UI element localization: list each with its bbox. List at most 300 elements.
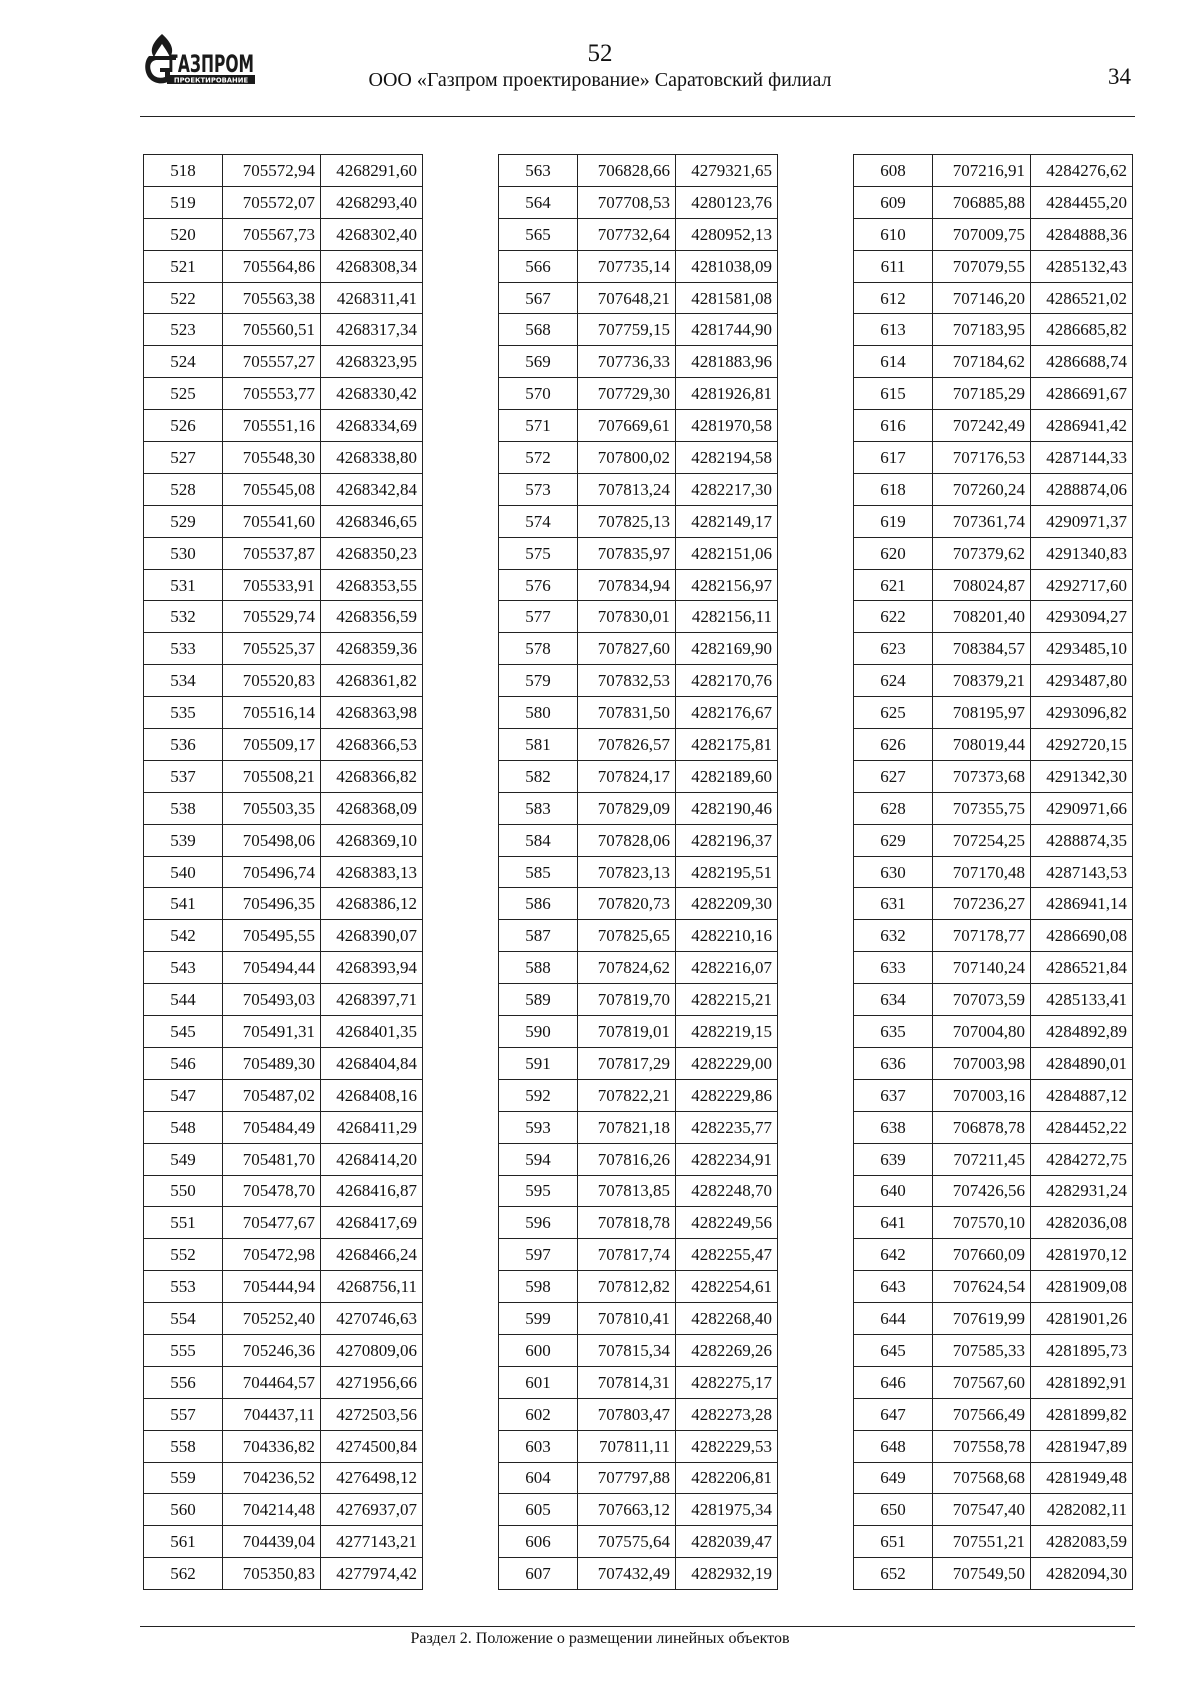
y-coordinate-cell: 4282932,19 xyxy=(676,1558,778,1590)
y-coordinate-cell: 4268338,80 xyxy=(321,442,423,474)
point-number-cell: 564 xyxy=(499,186,578,218)
x-coordinate-cell: 707624,54 xyxy=(933,1271,1031,1303)
x-coordinate-cell: 705489,30 xyxy=(223,1047,321,1079)
point-number-cell: 628 xyxy=(854,792,933,824)
table-row xyxy=(499,760,778,792)
y-coordinate-cell: 4282149,17 xyxy=(676,505,778,537)
table-row xyxy=(854,729,1133,761)
table-row xyxy=(854,1079,1133,1111)
point-number-cell: 581 xyxy=(499,729,578,761)
table-row xyxy=(144,346,423,378)
y-coordinate-cell: 4282190,46 xyxy=(676,792,778,824)
table-row xyxy=(854,1016,1133,1048)
table-row xyxy=(144,155,423,187)
point-number-cell: 538 xyxy=(144,792,223,824)
y-coordinate-cell: 4288874,06 xyxy=(1031,473,1133,505)
x-coordinate-cell: 707183,95 xyxy=(933,314,1031,346)
point-number-cell: 614 xyxy=(854,346,933,378)
point-number-cell: 573 xyxy=(499,473,578,505)
table-row xyxy=(144,888,423,920)
y-coordinate-cell: 4284887,12 xyxy=(1031,1079,1133,1111)
point-number-cell: 638 xyxy=(854,1111,933,1143)
table-row xyxy=(144,282,423,314)
y-coordinate-cell: 4281581,08 xyxy=(676,282,778,314)
point-number-cell: 539 xyxy=(144,824,223,856)
table-row xyxy=(854,537,1133,569)
table-row xyxy=(144,1430,423,1462)
table-row xyxy=(499,824,778,856)
table-row xyxy=(144,1111,423,1143)
y-coordinate-cell: 4268386,12 xyxy=(321,888,423,920)
point-number-cell: 563 xyxy=(499,155,578,187)
point-number-cell: 645 xyxy=(854,1334,933,1366)
point-number-cell: 570 xyxy=(499,378,578,410)
y-coordinate-cell: 4281883,96 xyxy=(676,346,778,378)
table-row xyxy=(144,1271,423,1303)
y-coordinate-cell: 4282254,61 xyxy=(676,1271,778,1303)
table-row xyxy=(144,537,423,569)
x-coordinate-cell: 707073,59 xyxy=(933,984,1031,1016)
y-coordinate-cell: 4282216,07 xyxy=(676,952,778,984)
table-row xyxy=(144,856,423,888)
x-coordinate-cell: 706878,78 xyxy=(933,1111,1031,1143)
y-coordinate-cell: 4284272,75 xyxy=(1031,1143,1133,1175)
table-row xyxy=(144,1016,423,1048)
point-number-cell: 629 xyxy=(854,824,933,856)
y-coordinate-cell: 4292720,15 xyxy=(1031,729,1133,761)
table-row xyxy=(854,856,1133,888)
table-row xyxy=(499,1334,778,1366)
point-number-cell: 520 xyxy=(144,218,223,250)
x-coordinate-cell: 707828,06 xyxy=(578,824,676,856)
x-coordinate-cell: 705553,77 xyxy=(223,378,321,410)
y-coordinate-cell: 4286691,67 xyxy=(1031,378,1133,410)
y-coordinate-cell: 4281744,90 xyxy=(676,314,778,346)
x-coordinate-cell: 704464,57 xyxy=(223,1366,321,1398)
x-coordinate-cell: 705495,55 xyxy=(223,920,321,952)
x-coordinate-cell: 707827,60 xyxy=(578,633,676,665)
table-row xyxy=(854,920,1133,952)
point-number-cell: 644 xyxy=(854,1303,933,1335)
point-number-cell: 590 xyxy=(499,1016,578,1048)
x-coordinate-cell: 707813,24 xyxy=(578,473,676,505)
table-row xyxy=(144,410,423,442)
table-row xyxy=(854,378,1133,410)
table-row xyxy=(854,314,1133,346)
table-row xyxy=(854,952,1133,984)
y-coordinate-cell: 4285132,43 xyxy=(1031,250,1133,282)
table-row xyxy=(144,1462,423,1494)
point-number-cell: 575 xyxy=(499,537,578,569)
point-number-cell: 580 xyxy=(499,697,578,729)
y-coordinate-cell: 4285133,41 xyxy=(1031,984,1133,1016)
y-coordinate-cell: 4281947,89 xyxy=(1031,1430,1133,1462)
x-coordinate-cell: 705498,06 xyxy=(223,824,321,856)
table-row xyxy=(499,282,778,314)
y-coordinate-cell: 4280952,13 xyxy=(676,218,778,250)
table-row xyxy=(854,824,1133,856)
point-number-cell: 632 xyxy=(854,920,933,952)
table-row xyxy=(499,505,778,537)
table-row xyxy=(499,1558,778,1590)
y-coordinate-cell: 4268368,09 xyxy=(321,792,423,824)
x-coordinate-cell: 705477,67 xyxy=(223,1207,321,1239)
table-row xyxy=(499,792,778,824)
y-coordinate-cell: 4282269,26 xyxy=(676,1334,778,1366)
y-coordinate-cell: 4268359,36 xyxy=(321,633,423,665)
table-row xyxy=(499,1143,778,1175)
point-number-cell: 616 xyxy=(854,410,933,442)
y-coordinate-cell: 4274500,84 xyxy=(321,1430,423,1462)
x-coordinate-cell: 704236,52 xyxy=(223,1462,321,1494)
x-coordinate-cell: 707816,26 xyxy=(578,1143,676,1175)
y-coordinate-cell: 4268323,95 xyxy=(321,346,423,378)
point-number-cell: 619 xyxy=(854,505,933,537)
table-row xyxy=(144,1175,423,1207)
x-coordinate-cell: 707140,24 xyxy=(933,952,1031,984)
point-number-cell: 607 xyxy=(499,1558,578,1590)
table-row xyxy=(144,1079,423,1111)
table-row xyxy=(499,1303,778,1335)
point-number-cell: 648 xyxy=(854,1430,933,1462)
table-row xyxy=(854,665,1133,697)
point-number-cell: 652 xyxy=(854,1558,933,1590)
table-row xyxy=(499,186,778,218)
point-number-cell: 536 xyxy=(144,729,223,761)
table-row xyxy=(144,952,423,984)
table-row xyxy=(854,1494,1133,1526)
y-coordinate-cell: 4282210,16 xyxy=(676,920,778,952)
y-coordinate-cell: 4268466,24 xyxy=(321,1239,423,1271)
company-title: ООО «Газпром проектирование» Саратовский филиал xyxy=(368,69,832,91)
point-number-cell: 555 xyxy=(144,1334,223,1366)
point-number-cell: 611 xyxy=(854,250,933,282)
y-coordinate-cell: 4284452,22 xyxy=(1031,1111,1133,1143)
table-row xyxy=(854,1047,1133,1079)
y-coordinate-cell: 4268397,71 xyxy=(321,984,423,1016)
x-coordinate-cell: 707810,41 xyxy=(578,1303,676,1335)
point-number-cell: 613 xyxy=(854,314,933,346)
table-row xyxy=(854,1366,1133,1398)
x-coordinate-cell: 707811,11 xyxy=(578,1430,676,1462)
y-coordinate-cell: 4282175,81 xyxy=(676,729,778,761)
x-coordinate-cell: 707823,13 xyxy=(578,856,676,888)
point-number-cell: 577 xyxy=(499,601,578,633)
table-row xyxy=(854,1398,1133,1430)
x-coordinate-cell: 708195,97 xyxy=(933,697,1031,729)
x-coordinate-cell: 707803,47 xyxy=(578,1398,676,1430)
y-coordinate-cell: 4268401,35 xyxy=(321,1016,423,1048)
x-coordinate-cell: 705520,83 xyxy=(223,665,321,697)
point-number-cell: 546 xyxy=(144,1047,223,1079)
logo-subtitle: ПРОЕКТИРОВАНИЕ xyxy=(173,76,249,85)
y-coordinate-cell: 4293487,80 xyxy=(1031,665,1133,697)
point-number-cell: 642 xyxy=(854,1239,933,1271)
point-number-cell: 625 xyxy=(854,697,933,729)
table-row xyxy=(499,1462,778,1494)
point-number-cell: 561 xyxy=(144,1526,223,1558)
point-number-cell: 621 xyxy=(854,569,933,601)
y-coordinate-cell: 4282217,30 xyxy=(676,473,778,505)
point-number-cell: 582 xyxy=(499,760,578,792)
y-coordinate-cell: 4282169,90 xyxy=(676,633,778,665)
y-coordinate-cell: 4282248,70 xyxy=(676,1175,778,1207)
x-coordinate-cell: 707003,98 xyxy=(933,1047,1031,1079)
point-number-cell: 583 xyxy=(499,792,578,824)
x-coordinate-cell: 707735,14 xyxy=(578,250,676,282)
y-coordinate-cell: 4282176,67 xyxy=(676,697,778,729)
x-coordinate-cell: 707759,15 xyxy=(578,314,676,346)
point-number-cell: 646 xyxy=(854,1366,933,1398)
x-coordinate-cell: 708201,40 xyxy=(933,601,1031,633)
x-coordinate-cell: 707570,10 xyxy=(933,1207,1031,1239)
y-coordinate-cell: 4281895,73 xyxy=(1031,1334,1133,1366)
y-coordinate-cell: 4282156,97 xyxy=(676,569,778,601)
x-coordinate-cell: 707669,61 xyxy=(578,410,676,442)
y-coordinate-cell: 4268393,94 xyxy=(321,952,423,984)
table-row xyxy=(499,888,778,920)
table-row xyxy=(144,1558,423,1590)
table-row xyxy=(499,218,778,250)
x-coordinate-cell: 707825,65 xyxy=(578,920,676,952)
point-number-cell: 594 xyxy=(499,1143,578,1175)
sheet-number: 34 xyxy=(1108,64,1131,89)
table-row xyxy=(854,1334,1133,1366)
y-coordinate-cell: 4268291,60 xyxy=(321,155,423,187)
y-coordinate-cell: 4282196,37 xyxy=(676,824,778,856)
x-coordinate-cell: 705350,83 xyxy=(223,1558,321,1590)
x-coordinate-cell: 705484,49 xyxy=(223,1111,321,1143)
y-coordinate-cell: 4282234,91 xyxy=(676,1143,778,1175)
x-coordinate-cell: 707824,62 xyxy=(578,952,676,984)
point-number-cell: 533 xyxy=(144,633,223,665)
table-row xyxy=(144,1047,423,1079)
x-coordinate-cell: 707379,62 xyxy=(933,537,1031,569)
point-number-cell: 608 xyxy=(854,155,933,187)
x-coordinate-cell: 707800,02 xyxy=(578,442,676,474)
table-row xyxy=(854,760,1133,792)
x-coordinate-cell: 705557,27 xyxy=(223,346,321,378)
table-row xyxy=(144,984,423,1016)
point-number-cell: 556 xyxy=(144,1366,223,1398)
x-coordinate-cell: 704437,11 xyxy=(223,1398,321,1430)
table-row xyxy=(854,1239,1133,1271)
point-number-cell: 631 xyxy=(854,888,933,920)
x-coordinate-cell: 707736,33 xyxy=(578,346,676,378)
point-number-cell: 549 xyxy=(144,1143,223,1175)
point-number-cell: 558 xyxy=(144,1430,223,1462)
y-coordinate-cell: 4268346,65 xyxy=(321,505,423,537)
table-row xyxy=(499,856,778,888)
point-number-cell: 618 xyxy=(854,473,933,505)
point-number-cell: 624 xyxy=(854,665,933,697)
x-coordinate-cell: 707432,49 xyxy=(578,1558,676,1590)
y-coordinate-cell: 4270809,06 xyxy=(321,1334,423,1366)
point-number-cell: 637 xyxy=(854,1079,933,1111)
y-coordinate-cell: 4268390,07 xyxy=(321,920,423,952)
point-number-cell: 543 xyxy=(144,952,223,984)
y-coordinate-cell: 4282195,51 xyxy=(676,856,778,888)
x-coordinate-cell: 705481,70 xyxy=(223,1143,321,1175)
table-row xyxy=(854,1207,1133,1239)
x-coordinate-cell: 707585,33 xyxy=(933,1334,1031,1366)
x-coordinate-cell: 705533,91 xyxy=(223,569,321,601)
table-row xyxy=(144,442,423,474)
table-row xyxy=(499,1526,778,1558)
table-row xyxy=(144,1207,423,1239)
y-coordinate-cell: 4282039,47 xyxy=(676,1526,778,1558)
point-number-cell: 521 xyxy=(144,250,223,282)
point-number-cell: 518 xyxy=(144,155,223,187)
y-coordinate-cell: 4282209,30 xyxy=(676,888,778,920)
point-number-cell: 571 xyxy=(499,410,578,442)
table-row xyxy=(499,473,778,505)
y-coordinate-cell: 4268353,55 xyxy=(321,569,423,601)
x-coordinate-cell: 707185,29 xyxy=(933,378,1031,410)
y-coordinate-cell: 4268308,34 xyxy=(321,250,423,282)
point-number-cell: 568 xyxy=(499,314,578,346)
table-row xyxy=(854,792,1133,824)
x-coordinate-cell: 705537,87 xyxy=(223,537,321,569)
table-row xyxy=(144,186,423,218)
table-row xyxy=(144,729,423,761)
y-coordinate-cell: 4293485,10 xyxy=(1031,633,1133,665)
table-row xyxy=(499,569,778,601)
x-coordinate-cell: 705503,35 xyxy=(223,792,321,824)
table-row xyxy=(854,442,1133,474)
table-row xyxy=(854,282,1133,314)
table-row xyxy=(854,473,1133,505)
x-coordinate-cell: 707547,40 xyxy=(933,1494,1031,1526)
point-number-cell: 544 xyxy=(144,984,223,1016)
x-coordinate-cell: 705525,37 xyxy=(223,633,321,665)
point-number-cell: 610 xyxy=(854,218,933,250)
point-number-cell: 598 xyxy=(499,1271,578,1303)
point-number-cell: 620 xyxy=(854,537,933,569)
y-coordinate-cell: 4282083,59 xyxy=(1031,1526,1133,1558)
y-coordinate-cell: 4272503,56 xyxy=(321,1398,423,1430)
point-number-cell: 551 xyxy=(144,1207,223,1239)
y-coordinate-cell: 4268366,53 xyxy=(321,729,423,761)
footer-divider xyxy=(140,1626,1135,1627)
x-coordinate-cell: 707832,53 xyxy=(578,665,676,697)
table-row xyxy=(144,218,423,250)
table-row xyxy=(144,1239,423,1271)
point-number-cell: 548 xyxy=(144,1111,223,1143)
table-row xyxy=(854,601,1133,633)
point-number-cell: 585 xyxy=(499,856,578,888)
point-number-cell: 562 xyxy=(144,1558,223,1590)
y-coordinate-cell: 4287143,53 xyxy=(1031,856,1133,888)
x-coordinate-cell: 708384,57 xyxy=(933,633,1031,665)
x-coordinate-cell: 706828,66 xyxy=(578,155,676,187)
table-row xyxy=(144,1303,423,1335)
table-row xyxy=(144,665,423,697)
point-number-cell: 578 xyxy=(499,633,578,665)
x-coordinate-cell: 707551,21 xyxy=(933,1526,1031,1558)
table-row xyxy=(144,473,423,505)
x-coordinate-cell: 707729,30 xyxy=(578,378,676,410)
x-coordinate-cell: 707815,34 xyxy=(578,1334,676,1366)
point-number-cell: 565 xyxy=(499,218,578,250)
table-row xyxy=(854,984,1133,1016)
point-number-cell: 525 xyxy=(144,378,223,410)
point-number-cell: 524 xyxy=(144,346,223,378)
table-row xyxy=(499,1207,778,1239)
x-coordinate-cell: 707211,45 xyxy=(933,1143,1031,1175)
point-number-cell: 626 xyxy=(854,729,933,761)
x-coordinate-cell: 707373,68 xyxy=(933,760,1031,792)
x-coordinate-cell: 707830,01 xyxy=(578,601,676,633)
table-row xyxy=(499,1047,778,1079)
y-coordinate-cell: 4292717,60 xyxy=(1031,569,1133,601)
table-row xyxy=(854,1526,1133,1558)
x-coordinate-cell: 704214,48 xyxy=(223,1494,321,1526)
table-row xyxy=(499,1430,778,1462)
x-coordinate-cell: 708024,87 xyxy=(933,569,1031,601)
point-number-cell: 593 xyxy=(499,1111,578,1143)
y-coordinate-cell: 4280123,76 xyxy=(676,186,778,218)
x-coordinate-cell: 704439,04 xyxy=(223,1526,321,1558)
point-number-cell: 540 xyxy=(144,856,223,888)
x-coordinate-cell: 705252,40 xyxy=(223,1303,321,1335)
y-coordinate-cell: 4268411,29 xyxy=(321,1111,423,1143)
point-number-cell: 623 xyxy=(854,633,933,665)
x-coordinate-cell: 705572,07 xyxy=(223,186,321,218)
point-number-cell: 523 xyxy=(144,314,223,346)
y-coordinate-cell: 4291340,83 xyxy=(1031,537,1133,569)
y-coordinate-cell: 4282082,11 xyxy=(1031,1494,1133,1526)
table-row xyxy=(854,888,1133,920)
point-number-cell: 649 xyxy=(854,1462,933,1494)
y-coordinate-cell: 4281970,12 xyxy=(1031,1239,1133,1271)
table-row xyxy=(854,633,1133,665)
y-coordinate-cell: 4293094,27 xyxy=(1031,601,1133,633)
coordinates-table-3 xyxy=(853,154,1133,1590)
point-number-cell: 553 xyxy=(144,1271,223,1303)
y-coordinate-cell: 4282255,47 xyxy=(676,1239,778,1271)
y-coordinate-cell: 4284890,01 xyxy=(1031,1047,1133,1079)
x-coordinate-cell: 705487,02 xyxy=(223,1079,321,1111)
x-coordinate-cell: 707660,09 xyxy=(933,1239,1031,1271)
table-row xyxy=(499,1271,778,1303)
x-coordinate-cell: 707004,80 xyxy=(933,1016,1031,1048)
y-coordinate-cell: 4276937,07 xyxy=(321,1494,423,1526)
x-coordinate-cell: 705496,35 xyxy=(223,888,321,920)
point-number-cell: 550 xyxy=(144,1175,223,1207)
y-coordinate-cell: 4268342,84 xyxy=(321,473,423,505)
y-coordinate-cell: 4282036,08 xyxy=(1031,1207,1133,1239)
y-coordinate-cell: 4268417,69 xyxy=(321,1207,423,1239)
table-row xyxy=(854,1462,1133,1494)
y-coordinate-cell: 4286688,74 xyxy=(1031,346,1133,378)
y-coordinate-cell: 4282235,77 xyxy=(676,1111,778,1143)
table-row xyxy=(499,1111,778,1143)
x-coordinate-cell: 707619,99 xyxy=(933,1303,1031,1335)
table-row xyxy=(854,218,1133,250)
table-row xyxy=(854,505,1133,537)
x-coordinate-cell: 707835,97 xyxy=(578,537,676,569)
table-row xyxy=(499,250,778,282)
table-row xyxy=(499,1175,778,1207)
point-number-cell: 622 xyxy=(854,601,933,633)
table-row xyxy=(144,505,423,537)
point-number-cell: 554 xyxy=(144,1303,223,1335)
table-row xyxy=(499,697,778,729)
point-number-cell: 612 xyxy=(854,282,933,314)
y-coordinate-cell: 4282273,28 xyxy=(676,1398,778,1430)
table-row xyxy=(144,792,423,824)
